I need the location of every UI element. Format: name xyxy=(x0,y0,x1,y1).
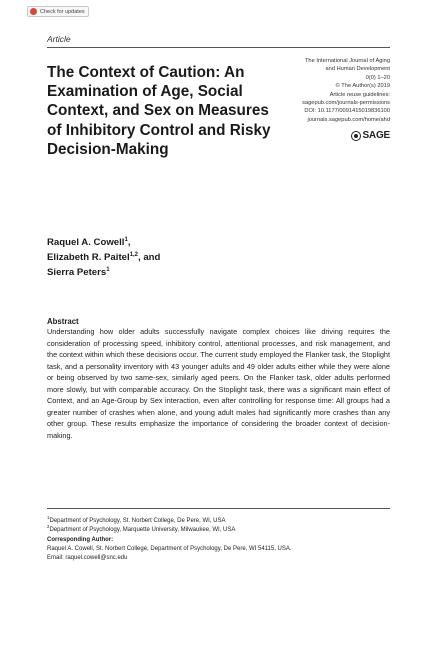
journal-name-line-1: The International Journal of Aging xyxy=(304,58,390,64)
affiliation-1: $^1$Department of Psychology, St. Norbert College, De Pere, WI, USA xyxy=(47,515,226,524)
corresponding-author-email[interactable]: Email: raquel.cowell@snc.edu xyxy=(47,555,128,562)
check-updates-icon xyxy=(30,8,37,15)
author-2: Elizabeth R. Paitel$^{1,2}$, and xyxy=(47,251,161,263)
publisher-logo xyxy=(351,130,390,141)
footnote-divider xyxy=(47,508,390,509)
article-type-label: Article xyxy=(47,34,71,44)
journal-name-line-2: and Human Development xyxy=(325,66,390,73)
footnotes xyxy=(47,517,390,563)
publisher-name: SAGE xyxy=(362,130,390,141)
corresponding-author-address: Raquel A. Cowell, St. Norbert College, Department of Psychology, De Pere, WI 54115, USA. xyxy=(47,545,292,552)
corresponding-author-heading: Corresponding Author: xyxy=(47,536,114,543)
check-for-updates-label: Check for updates xyxy=(40,8,85,15)
header-divider xyxy=(47,47,390,48)
copyright-line: © The Author(s) 2019 xyxy=(335,83,390,90)
affiliation-2: $^2$Department of Psychology, Marquette University, Milwaukee, WI, USA xyxy=(47,524,236,534)
doi-line[interactable]: DOI: 10.1177/0091415019836100 xyxy=(304,108,390,115)
author-list xyxy=(47,236,160,280)
abstract-heading: Abstract xyxy=(47,317,79,326)
author-3: Sierra Peters$^1$ xyxy=(47,266,110,278)
permissions-link[interactable]: sagepub.com/journals-permissions xyxy=(302,100,390,107)
abstract-text: Understanding how older adults successfully navigate complex choices like driving requires the consideration of processing speed, inhibitory control, attentional processes, and risk management, and the context within which these decisions occur. The current study employed the Flanker task, the Stoplight task, and a personality inventory with 43 younger adults and 49 older adults either while they were alone or being observed by two same-sex, similarly aged peers. On the Flanker task, older adults performed more slowly, but with comparable accuracy. On the Stoplight task, there was a significant main effect of Context, and an Age-Group by Sex interaction, even after controlling for response time: All groups had a greater number of crashes when alone, and young adult males had significantly more crashes than any other group. These results emphasize the importance of considering the broader context of decision-making. xyxy=(47,327,390,440)
sage-logo-icon xyxy=(351,131,361,141)
journal-info xyxy=(230,57,390,124)
article-title: The Context of Caution: An Examination of Age, Social Context, and Sex on Measures of Inhibitory Control and Risky Decision-Making xyxy=(47,64,271,158)
reuse-guidelines-label: Article reuse guidelines: xyxy=(329,91,390,98)
check-for-updates-badge[interactable] xyxy=(27,6,89,17)
author-1: Raquel A. Cowell$^1$, xyxy=(47,236,131,248)
journal-volume: 0(0) 1–20 xyxy=(365,74,390,81)
journal-home-link[interactable]: journals.sagepub.com/home/ahd xyxy=(307,116,390,123)
